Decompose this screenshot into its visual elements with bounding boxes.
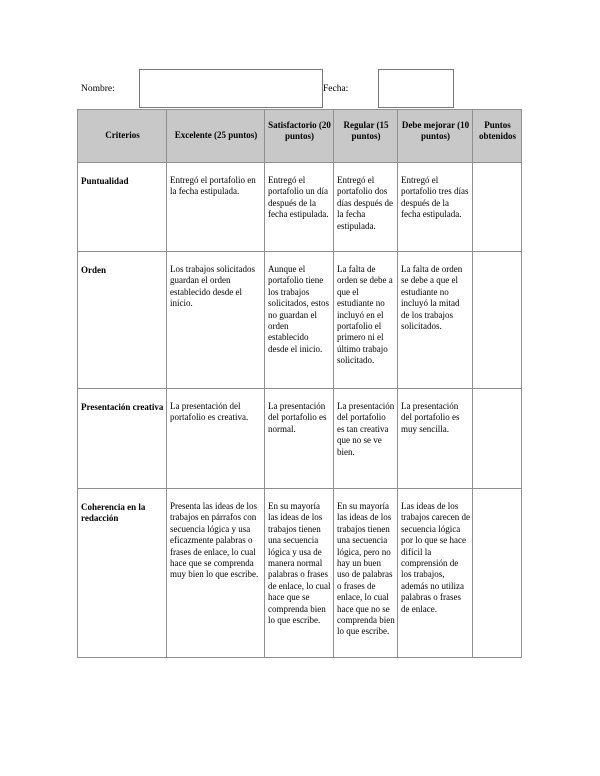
table-row	[78, 389, 522, 489]
column-header-criterios: Criterios	[78, 110, 167, 163]
puntos-cell[interactable]	[473, 163, 522, 252]
satisfactorio-cell: La presentación del portafolio es normal.	[265, 389, 334, 489]
debe-mejorar-cell: Entregó el portafolio tres días después de la fecha estipulada.	[398, 163, 473, 252]
debe-mejorar-cell: La falta de orden se debe a que el estudiante no incluyó la mitad de los trabajos solicitados.	[398, 252, 473, 389]
criterio-cell: Puntualidad	[78, 163, 167, 252]
table-row	[78, 252, 522, 389]
regular-cell: En su mayoría las ideas de los trabajos tienen una secuencia lógica, pero no hay un buen uso de palabras o frases de enlace, lo cual hace que no se comprenda bien lo que escribe.	[334, 489, 398, 658]
column-header-satisfactorio: Satisfactorio (20 puntos)	[265, 110, 334, 163]
header	[0, 0, 600, 110]
criterio-cell: Orden	[78, 252, 167, 389]
excelente-cell: Presenta las ideas de los trabajos en párrafos con secuencia lógica y usa eficazmente palabras o frases de enlace, lo cual hace que se comprenda muy bien lo que escribe.	[167, 489, 265, 658]
puntos-cell[interactable]	[473, 252, 522, 389]
rubric-table	[77, 109, 522, 658]
excelente-cell: Los trabajos solicitados guardan el orden establecido desde el inicio.	[167, 252, 265, 389]
puntos-cell[interactable]	[473, 489, 522, 658]
column-header-puntos-obtenidos: Puntos obtenidos	[473, 110, 522, 163]
debe-mejorar-cell: Las ideas de los trabajos carecen de secuencia lógica por lo que se hace difícil la comprensión de los trabajos, además no utiliza palabras o frases de enlace.	[398, 489, 473, 658]
column-header-debe-mejorar: Debe mejorar (10 puntos)	[398, 110, 473, 163]
debe-mejorar-cell: La presentación del portafolio es muy sencilla.	[398, 389, 473, 489]
satisfactorio-cell: Aunque el portafolio tiene los trabajos solicitados, estos no guardan el orden establecido desde el inicio.	[265, 252, 334, 389]
regular-cell: La falta de orden se debe a que el estudiante no incluyó en el portafolio el primero ni el último trabajo solicitado.	[334, 252, 398, 389]
puntos-cell[interactable]	[473, 389, 522, 489]
table-row	[78, 489, 522, 658]
excelente-cell: Entregó el portafolio en la fecha estipulada.	[167, 163, 265, 252]
regular-cell: La presentación del portafolio es tan creativa que no se ve bien.	[334, 389, 398, 489]
satisfactorio-cell: En su mayoría las ideas de los trabajos tienen una secuencia lógica y usa de manera normal palabras o frases de enlace, lo cual hace que se comprenda bien lo que escribe.	[265, 489, 334, 658]
excelente-cell: La presentación del portafolio es creativa.	[167, 389, 265, 489]
regular-cell: Entregó el portafolio dos días después de la fecha estipulada.	[334, 163, 398, 252]
criterio-cell: Coherencia en la redacción	[78, 489, 167, 658]
column-header-regular: Regular (15 puntos)	[334, 110, 398, 163]
fecha-label: Fecha:	[323, 84, 349, 94]
table-row	[78, 163, 522, 252]
criterio-cell: Presentación creativa	[78, 389, 167, 489]
fecha-field[interactable]	[378, 69, 454, 108]
satisfactorio-cell: Entregó el portafolio un día después de la fecha estipulada.	[265, 163, 334, 252]
table-header-row	[78, 110, 522, 163]
column-header-excelente: Excelente (25 puntos)	[167, 110, 265, 163]
nombre-label: Nombre:	[81, 84, 115, 94]
nombre-field[interactable]	[139, 69, 323, 108]
